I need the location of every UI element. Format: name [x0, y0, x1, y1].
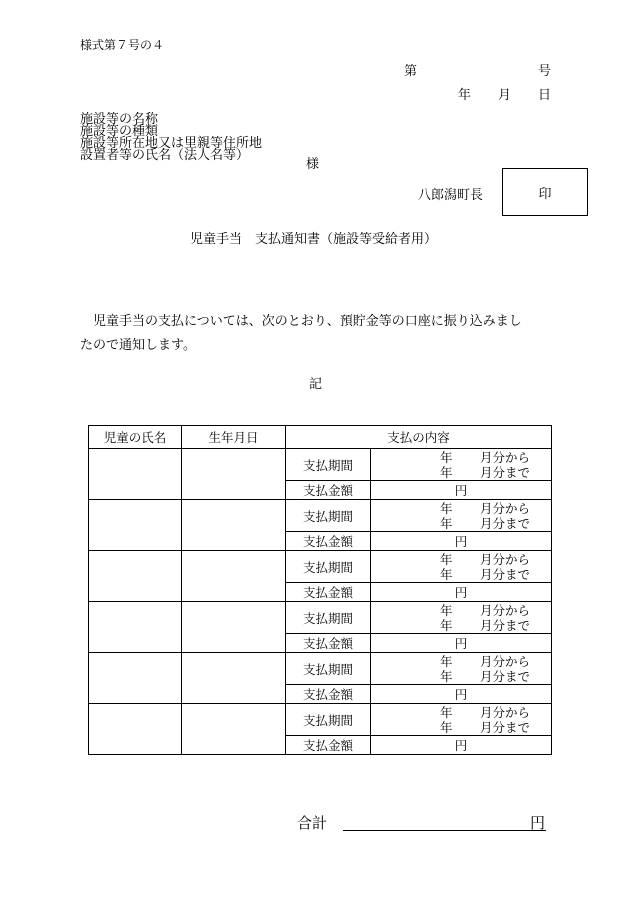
child-name-cell[interactable]: [89, 551, 182, 602]
birthdate-cell[interactable]: [182, 500, 286, 551]
period-label: 支払期間: [286, 653, 371, 685]
year-unit: 年: [440, 617, 453, 633]
period-from: [440, 603, 530, 618]
period-from: [440, 501, 530, 516]
month-unit: 月分から: [480, 602, 531, 618]
body-line-2: たので通知します。: [80, 338, 196, 353]
amount-value-cell[interactable]: 円: [371, 685, 552, 704]
year-unit: 年: [440, 464, 453, 480]
child-name-cell[interactable]: [89, 500, 182, 551]
child-name-cell[interactable]: [89, 704, 182, 755]
amount-label: 支払金額: [286, 583, 371, 602]
period-from: [440, 450, 530, 465]
period-value-cell[interactable]: [371, 500, 552, 532]
amount-value-cell[interactable]: 円: [371, 532, 552, 551]
birthdate-cell[interactable]: [182, 704, 286, 755]
year-unit: 年: [440, 668, 453, 684]
total-underline: [343, 830, 546, 831]
child-name-cell[interactable]: [89, 653, 182, 704]
date-month: 月: [498, 88, 512, 103]
table-row: [89, 704, 552, 736]
amount-value-cell[interactable]: 円: [371, 481, 552, 500]
month-unit: 月分まで: [480, 668, 531, 684]
year-unit: 年: [440, 551, 453, 567]
amount-value-cell[interactable]: 円: [371, 634, 552, 653]
period-label: 支払期間: [286, 449, 371, 481]
header-payment-content: 支払の内容: [286, 426, 552, 449]
ki-mark: 記: [309, 377, 323, 392]
honorific: 様: [306, 157, 320, 172]
period-value-cell[interactable]: [371, 653, 552, 685]
month-unit: 月分まで: [480, 464, 531, 480]
period-to: [440, 669, 530, 684]
month-unit: 月分から: [480, 551, 531, 567]
period-label: 支払期間: [286, 704, 371, 736]
table-body: [89, 449, 552, 755]
year-unit: 年: [440, 449, 453, 465]
facility-name-label: 施設等の名称: [80, 112, 159, 127]
month-unit: 月分から: [480, 500, 531, 516]
child-name-cell[interactable]: [89, 602, 182, 653]
amount-label: 支払金額: [286, 532, 371, 551]
payment-table: [88, 425, 552, 755]
header-child-name: 児童の氏名: [89, 426, 182, 449]
month-unit: 月分まで: [480, 617, 531, 633]
month-unit: 月分まで: [480, 566, 531, 582]
seal-label: 印: [538, 186, 552, 202]
amount-value-cell[interactable]: 円: [371, 583, 552, 602]
period-lines: [371, 552, 551, 582]
month-unit: 月分から: [480, 653, 531, 669]
period-value-cell[interactable]: [371, 602, 552, 634]
period-lines: [371, 450, 551, 480]
total-label: 合計: [297, 814, 328, 832]
body-line-1: 児童手当の支払については、次のとおり、預貯金等の口座に振り込みまし: [93, 314, 522, 329]
period-to: [440, 516, 530, 531]
year-unit: 年: [440, 602, 453, 618]
month-unit: 月分まで: [480, 719, 531, 735]
year-unit: 年: [440, 704, 453, 720]
period-lines: [371, 705, 551, 735]
facility-fields: [80, 114, 262, 162]
year-unit: 年: [440, 719, 453, 735]
table-row: [89, 551, 552, 583]
amount-label: 支払金額: [286, 685, 371, 704]
period-value-cell[interactable]: [371, 551, 552, 583]
table-row: [89, 653, 552, 685]
period-value-cell[interactable]: [371, 704, 552, 736]
period-from: [440, 654, 530, 669]
period-lines: [371, 501, 551, 531]
year-unit: 年: [440, 500, 453, 516]
period-value-cell[interactable]: [371, 449, 552, 481]
child-name-cell[interactable]: [89, 449, 182, 500]
period-to: [440, 567, 530, 582]
founder-name-label: 設置者等の氏名（法人名等）: [80, 148, 250, 163]
month-unit: 月分から: [480, 449, 531, 465]
period-from: [440, 705, 530, 720]
amount-label: 支払金額: [286, 634, 371, 653]
year-unit: 年: [440, 653, 453, 669]
birthdate-cell[interactable]: [182, 602, 286, 653]
table-row: [89, 602, 552, 634]
period-from: [440, 552, 530, 567]
birthdate-cell[interactable]: [182, 653, 286, 704]
amount-label: 支払金額: [286, 736, 371, 755]
birthdate-cell[interactable]: [182, 551, 286, 602]
doc-number-suffix: 号: [538, 64, 552, 79]
date-day: 日: [538, 88, 552, 103]
document-title: 児童手当 支払通知書（施設等受給者用）: [190, 232, 438, 247]
doc-number-prefix: 第: [404, 64, 418, 79]
period-lines: [371, 603, 551, 633]
table-row: [89, 500, 552, 532]
period-label: 支払期間: [286, 551, 371, 583]
year-unit: 年: [440, 566, 453, 582]
form-number: 様式第７号の４: [80, 38, 165, 52]
month-unit: 月分まで: [480, 515, 531, 531]
period-label: 支払期間: [286, 602, 371, 634]
period-to: [440, 720, 530, 735]
facility-type-label: 施設等の種類: [80, 124, 159, 139]
table-row: [89, 449, 552, 481]
period-to: [440, 465, 530, 480]
total-unit: 円: [530, 814, 546, 832]
facility-address-label: 施設等所在地又は里親等住所地: [80, 136, 263, 151]
header-birthdate: 生年月日: [182, 426, 286, 449]
seal-box: [502, 168, 588, 216]
period-lines: [371, 654, 551, 684]
birthdate-cell[interactable]: [182, 449, 286, 500]
year-unit: 年: [440, 515, 453, 531]
period-to: [440, 618, 530, 633]
date-year: 年: [458, 88, 472, 103]
amount-value-cell[interactable]: 円: [371, 736, 552, 755]
amount-label: 支払金額: [286, 481, 371, 500]
body-text: [80, 310, 560, 358]
month-unit: 月分から: [480, 704, 531, 720]
mayor-title: 八郎潟町長: [418, 188, 484, 203]
period-label: 支払期間: [286, 500, 371, 532]
